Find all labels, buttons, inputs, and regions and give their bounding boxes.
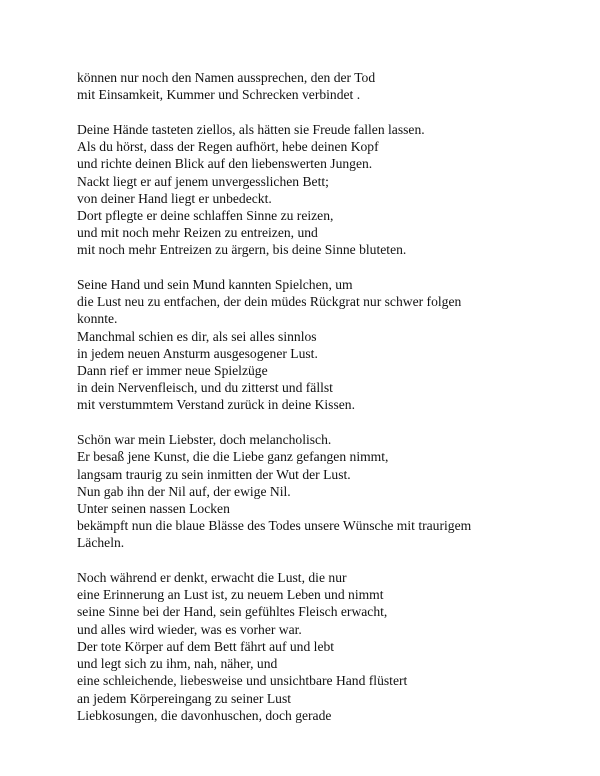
stanza xyxy=(77,121,587,259)
poem-line: und alles wird wieder, was es vorher war. xyxy=(77,621,302,637)
poem-line: Lächeln. xyxy=(77,535,125,551)
poem-line: von deiner Hand liegt er unbedeckt. xyxy=(77,190,272,206)
poem-line: Als du hörst, dass der Regen aufhört, hebe deinen Kopf xyxy=(77,139,379,155)
poem-line: Dort pflegte er deine schlaffen Sinne zu reizen, xyxy=(77,207,334,223)
poem-line: seine Sinne bei der Hand, sein gefühltes Fleisch erwacht, xyxy=(77,604,388,620)
poem-line: und legt sich zu ihm, nah, näher, und xyxy=(77,656,278,672)
poem-line: und richte deinen Blick auf den liebenswerten Jungen. xyxy=(77,156,373,172)
poem-line: mit Einsamkeit, Kummer und Schrecken verbindet . xyxy=(77,87,361,103)
poem-line: eine schleichende, liebesweise und unsichtbare Hand flüstert xyxy=(77,673,408,689)
poem-line: Liebkosungen, die davonhuschen, doch gerade xyxy=(77,707,332,723)
poem-line: die Lust neu zu entfachen, der dein müdes Rückgrat nur schwer folgen xyxy=(77,294,462,310)
poem-line: Nackt liegt er auf jenem unvergesslichen Bett; xyxy=(77,173,329,189)
poem-line: können nur noch den Namen aussprechen, den der Tod xyxy=(77,70,376,85)
poem-line: Seine Hand und sein Mund kannten Spielchen, um xyxy=(77,277,353,293)
stanza xyxy=(77,569,587,724)
poem-line: Schön war mein Liebster, doch melancholisch. xyxy=(77,432,332,448)
poem-line: Noch während er denkt, erwacht die Lust, die nur xyxy=(77,570,347,586)
poem-line: Der tote Körper auf dem Bett fährt auf und lebt xyxy=(77,638,335,654)
poem-line: langsam traurig zu sein inmitten der Wut der Lust. xyxy=(77,466,351,482)
poem-line: Er besaß jene Kunst, die die Liebe ganz gefangen nimmt, xyxy=(77,449,389,465)
poem-line: Deine Hände tasteten ziellos, als hätten sie Freude fallen lassen. xyxy=(77,121,425,137)
stanza xyxy=(77,431,587,551)
stanza xyxy=(77,276,587,414)
poem-line: Unter seinen nassen Locken xyxy=(77,500,230,516)
poem-line: Nun gab ihn der Nil auf, der ewige Nil. xyxy=(77,483,291,499)
poem-line: bekämpft nun die blaue Blässe des Todes unsere Wünsche mit traurigem xyxy=(77,518,472,534)
poem-line: in dein Nervenfleisch, und du zitterst und fällst xyxy=(77,380,333,396)
poem-line: eine Erinnerung an Lust ist, zu neuem Leben und nimmt xyxy=(77,587,384,603)
stanza xyxy=(77,69,587,103)
poem-line: in jedem neuen Ansturm ausgesogener Lust. xyxy=(77,345,318,361)
poem-line: an jedem Körpereingang zu seiner Lust xyxy=(77,690,292,706)
poem-page xyxy=(77,69,587,741)
poem-line: mit verstummtem Verstand zurück in deine Kissen. xyxy=(77,397,355,413)
poem-line: konnte. xyxy=(77,311,118,327)
poem-line: und mit noch mehr Reizen zu entreizen, und xyxy=(77,225,318,241)
poem-line: Dann rief er immer neue Spielzüge xyxy=(77,363,268,379)
poem-line: Manchmal schien es dir, als sei alles sinnlos xyxy=(77,328,317,344)
poem-line: mit noch mehr Entreizen zu ärgern, bis deine Sinne bluteten. xyxy=(77,242,407,258)
